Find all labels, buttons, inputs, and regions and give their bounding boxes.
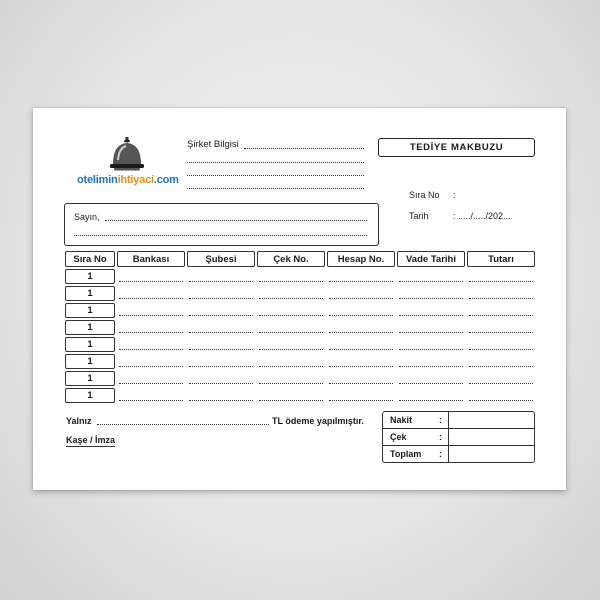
sira-no-field[interactable]: :: [453, 190, 456, 200]
table-cell-line[interactable]: [119, 349, 183, 350]
table-cell-line[interactable]: [189, 281, 253, 282]
table-cell-line[interactable]: [329, 400, 393, 401]
payment-summary-box: [382, 411, 535, 463]
service-bell-icon: [107, 136, 147, 172]
table-cell-line[interactable]: [399, 332, 463, 333]
payment-row-nakit[interactable]: [383, 412, 534, 429]
date-field[interactable]: : ...../...../202...: [453, 211, 511, 221]
table-cell-line[interactable]: [399, 400, 463, 401]
amount-in-words-line[interactable]: [97, 424, 269, 425]
company-info-line[interactable]: [187, 175, 364, 176]
company-info-line[interactable]: [187, 188, 364, 189]
table-cell-line[interactable]: [469, 400, 533, 401]
row-number: 1: [65, 388, 115, 403]
yalniz-suffix: TL ödeme yapılmıştır.: [272, 416, 364, 426]
table-cell-line[interactable]: [329, 332, 393, 333]
table-cell-line[interactable]: [259, 383, 323, 384]
table-cell-line[interactable]: [329, 281, 393, 282]
table-cell-line[interactable]: [469, 349, 533, 350]
table-cell-line[interactable]: [189, 366, 253, 367]
payment-label: Nakit: [390, 415, 413, 425]
row-number: 1: [65, 371, 115, 386]
table-cell-line[interactable]: [189, 383, 253, 384]
table-cell-line[interactable]: [329, 366, 393, 367]
table-cell-line[interactable]: [119, 383, 183, 384]
payment-label: Toplam: [390, 449, 422, 459]
payment-colon: :: [439, 432, 442, 442]
payment-row-cek[interactable]: [383, 429, 534, 446]
brand-logo-part2: ihtiyaci: [117, 174, 154, 186]
payment-divider: [448, 412, 449, 462]
payment-colon: :: [439, 449, 442, 459]
table-cell-line[interactable]: [189, 349, 253, 350]
table-cell-line[interactable]: [399, 315, 463, 316]
header-vade-tarihi: Vade Tarihi: [397, 251, 465, 267]
table-cell-line[interactable]: [469, 366, 533, 367]
table-cell-line[interactable]: [469, 281, 533, 282]
row-number: 1: [65, 337, 115, 352]
payment-label: Çek: [390, 432, 407, 442]
table-cell-line[interactable]: [329, 298, 393, 299]
row-number: 1: [65, 303, 115, 318]
table-cell-line[interactable]: [259, 281, 323, 282]
stamp-signature-label: Kaşe / İmza: [66, 435, 116, 445]
receipt-title: TEDİYE MAKBUZU: [378, 138, 535, 157]
table-cell-line[interactable]: [189, 332, 253, 333]
table-cell-line[interactable]: [259, 400, 323, 401]
table-cell-line[interactable]: [259, 298, 323, 299]
header-subesi: Şubesi: [187, 251, 255, 267]
addressee-line[interactable]: [105, 220, 367, 221]
payment-colon: :: [439, 415, 442, 425]
sira-no-label: Sıra No: [409, 190, 440, 200]
addressee-line[interactable]: [74, 235, 367, 236]
table-cell-line[interactable]: [329, 349, 393, 350]
table-cell-line[interactable]: [259, 349, 323, 350]
table-cell-line[interactable]: [119, 298, 183, 299]
date-label: Tarih: [409, 211, 429, 221]
table-cell-line[interactable]: [189, 400, 253, 401]
table-cell-line[interactable]: [119, 366, 183, 367]
header-bankasi: Bankası: [117, 251, 185, 267]
table-cell-line[interactable]: [469, 298, 533, 299]
table-cell-line[interactable]: [399, 298, 463, 299]
brand-logo-part1: otelimin: [77, 174, 118, 186]
table-cell-line[interactable]: [469, 332, 533, 333]
row-number: 1: [65, 320, 115, 335]
header-cek-no: Çek No.: [257, 251, 325, 267]
addressee-label: Sayın,: [74, 212, 100, 222]
table-cell-line[interactable]: [189, 298, 253, 299]
table-cell-line[interactable]: [119, 332, 183, 333]
company-info-line[interactable]: [187, 162, 364, 163]
row-number: 1: [65, 354, 115, 369]
table-cell-line[interactable]: [119, 315, 183, 316]
row-number: 1: [65, 286, 115, 301]
table-cell-line[interactable]: [399, 281, 463, 282]
addressee-box: [64, 203, 379, 246]
receipt-sheet: [33, 108, 566, 490]
header-tutari: Tutarı: [467, 251, 535, 267]
brand-logo-part3: .com: [153, 174, 179, 186]
table-cell-line[interactable]: [329, 315, 393, 316]
table-cell-line[interactable]: [469, 315, 533, 316]
table-cell-line[interactable]: [259, 315, 323, 316]
table-cell-line[interactable]: [399, 383, 463, 384]
yalniz-label: Yalnız: [66, 416, 92, 426]
brand-logo: [77, 174, 179, 186]
table-cell-line[interactable]: [259, 332, 323, 333]
company-info-label: Şirket Bilgisi: [187, 139, 239, 150]
table-cell-line[interactable]: [399, 366, 463, 367]
header-sira-no: Sıra No: [65, 251, 115, 267]
table-cell-line[interactable]: [399, 349, 463, 350]
table-cell-line[interactable]: [469, 383, 533, 384]
table-cell-line[interactable]: [189, 315, 253, 316]
row-number: 1: [65, 269, 115, 284]
table-cell-line[interactable]: [119, 281, 183, 282]
company-info-line[interactable]: [244, 148, 364, 149]
table-cell-line[interactable]: [329, 383, 393, 384]
table-cell-line[interactable]: [259, 366, 323, 367]
payment-row-toplam[interactable]: [383, 446, 534, 462]
header-hesap-no: Hesap No.: [327, 251, 395, 267]
table-cell-line[interactable]: [119, 400, 183, 401]
